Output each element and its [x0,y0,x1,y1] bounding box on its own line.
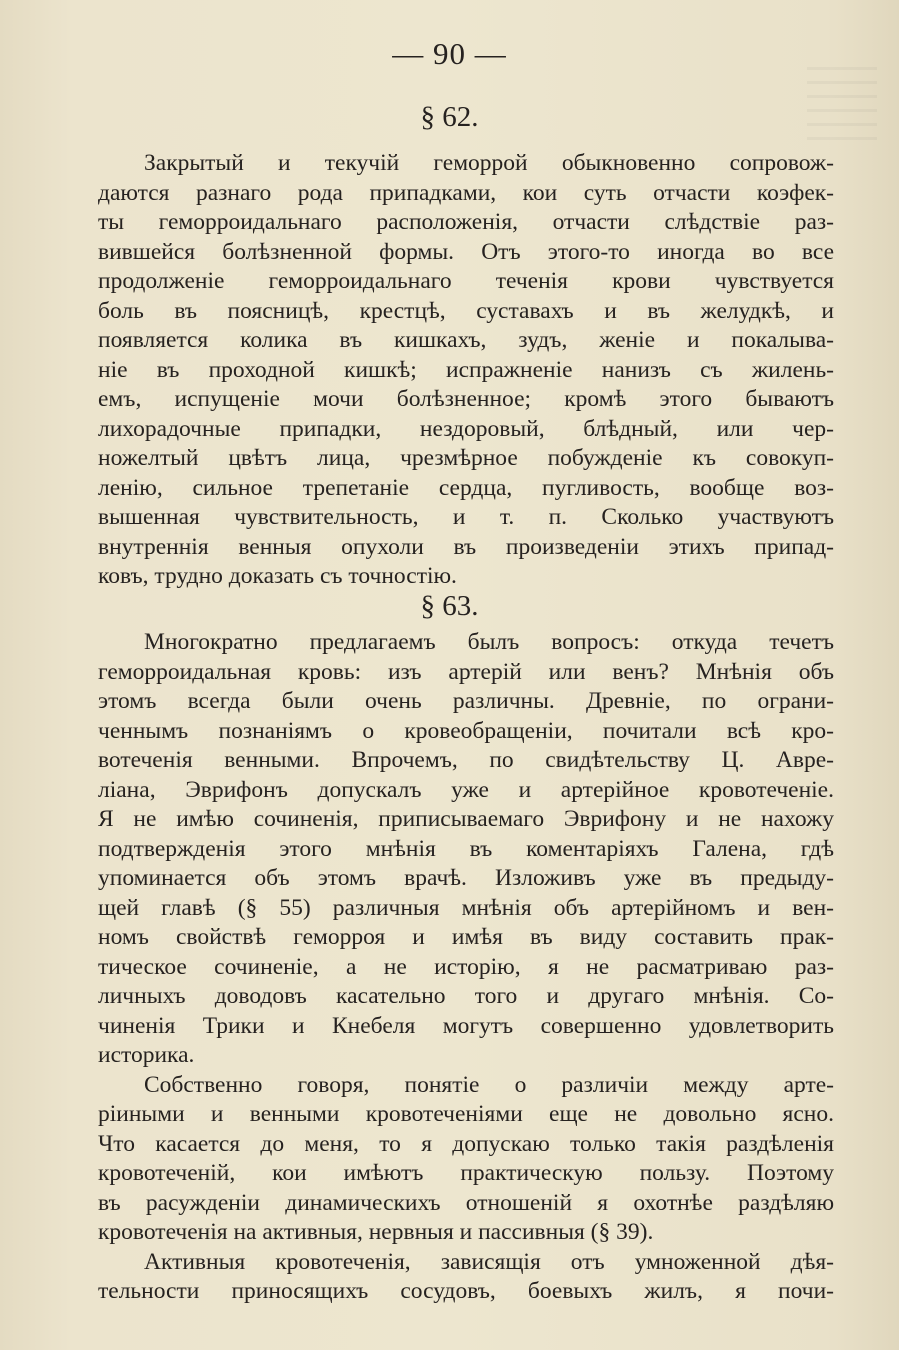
text-line: Что касается до меня, то я допускаю только такія раздѣленія [98,1130,834,1157]
text-line: ковъ, трудно доказать съ точностію. [98,563,457,589]
text-line: вотеченія венными. Впрочемъ, по свидѣтельству Ц. Авре- [98,747,834,773]
text-line: ліана, Эврифонъ допускалъ уже и артерійное кровотеченіе. [98,776,834,803]
text-line: Собственно говоря, понятіе о различіи между арте- [144,1071,834,1098]
section-62-body [98,149,834,592]
text-line: ленію, сильное трепетаніе сердца, пугливость, вообще воз- [98,474,834,501]
text-line: ніе въ проходной кишкѣ; испражненіе нанизъ съ жилень- [98,356,834,383]
text-line: этомъ всегда были очень различны. Древніе, по ограни- [98,688,834,714]
text-line: упоминается объ этомъ врачѣ. Изложивъ уже въ предыду- [98,865,834,891]
text-line: Я не имѣю сочиненія, приписываемаго Эврифону и не нахожу [98,806,834,832]
text-line: ножелтый цвѣтъ лица, чрезмѣрное побужденіе къ совокуп- [98,445,834,471]
text-line: Закрытый и текучій геморрой обыкновенно сопровож- [144,150,834,176]
text-line: продолженіе геморроидальнаго теченія крови чувствуется [98,268,834,294]
text-line: тическое сочиненіе, а не исторію, я не расматриваю раз- [98,953,834,980]
text-line: лихорадочные припадки, нездоровый, блѣдный, или чер- [98,415,834,442]
text-line: личныхъ доводовъ касательно того и другаго мнѣнія. Со- [98,983,834,1009]
page-number: — 90 — [392,36,507,71]
text-line: ты геморроидальнаго расположенія, отчасти слѣдствіе раз- [98,209,834,235]
text-line: вышенная чувствительность, и т. п. Сколько участвуютъ [98,504,834,530]
section-heading-62: § 62. [420,101,479,133]
text-line: щей главѣ (§ 55) различныя мнѣнія объ артерійномъ и вен- [98,894,834,921]
text-line: историка. [98,1042,195,1068]
text-line: геморроидальная кровь: изъ артерій или венъ? Мнѣнія объ [98,658,834,685]
text-line: ченнымъ познаніямъ о кровеобращеніи, почитали всѣ кро- [98,717,834,744]
text-line: подтвержденія этого мнѣнія въ коментаріяхъ Галена, гдѣ [98,835,834,862]
text-line: емъ, испущеніе мочи болѣзненное; кромѣ этого бываютъ [98,386,834,412]
text-line: номъ свойствѣ геморроя и имѣя въ виду составить прак- [98,924,834,950]
text-line: тельности приносящихъ сосудовъ, боевыхъ жилъ, я почи- [98,1278,834,1304]
text-line: кровотеченія на активныя, нервныя и пассивныя (§ 39). [98,1219,654,1245]
text-line: внутреннія венныя опухоли въ произведеніи этихъ припад- [98,533,834,560]
text-line: чиненія Трики и Кнебеля могутъ совершенно удовлетворить [98,1012,834,1039]
text-line: Многократно предлагаемъ былъ вопросъ: откуда течетъ [144,629,834,655]
text-line: Активныя кровотеченія, зависящія отъ умноженной дѣя- [144,1248,834,1275]
text-line: боль въ поясницѣ, крестцѣ, суставахъ и въ желудкѣ, и [98,297,834,324]
text-line: въ расужденіи динамическихъ отношеній я охотнѣе раздѣляю [98,1189,834,1216]
text-line: появляется колика въ кишкахъ, зудъ, женіе и покалыва- [98,327,834,353]
text-line: вившейся болѣзненной формы. Отъ этого-то иногда во все [98,238,834,265]
text-line: кровотеченій, кои имѣютъ практическую пользу. Поэтому [98,1160,834,1186]
text-line: ріиными и венными кровотеченіями еще не довольно ясно. [98,1101,834,1127]
section-63-body [98,628,834,1307]
section-heading-63: § 63. [420,590,479,622]
text-line: даются разнаго рода припадками, кои суть отчасти коэфек- [98,179,834,206]
